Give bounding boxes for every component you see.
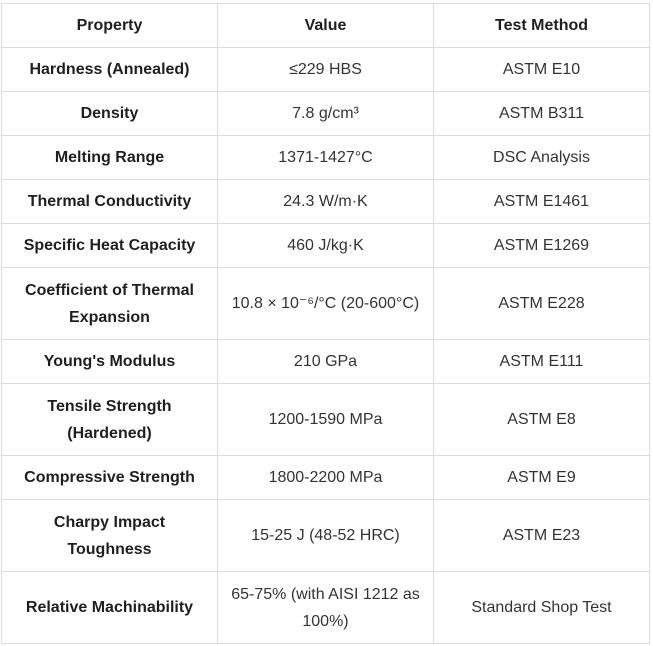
property-cell: Hardness (Annealed) [2, 48, 218, 92]
property-cell: Specific Heat Capacity [2, 224, 218, 268]
method-cell: Standard Shop Test [434, 572, 650, 644]
method-cell: ASTM E8 [434, 384, 650, 456]
method-cell: ASTM E1461 [434, 180, 650, 224]
table-row [2, 92, 650, 136]
method-cell: DSC Analysis [434, 136, 650, 180]
header-value: Value [218, 4, 434, 48]
table-row [2, 224, 650, 268]
table-row [2, 136, 650, 180]
value-cell: 460 J/kg·K [218, 224, 434, 268]
method-cell: ASTM E23 [434, 500, 650, 572]
table-row [2, 48, 650, 92]
value-cell: 15-25 J (48-52 HRC) [218, 500, 434, 572]
value-cell: 1200-1590 MPa [218, 384, 434, 456]
table-row [2, 456, 650, 500]
property-cell: Charpy Impact Toughness [2, 500, 218, 572]
value-cell: 65-75% (with AISI 1212 as 100%) [218, 572, 434, 644]
value-cell: 210 GPa [218, 340, 434, 384]
property-cell: Density [2, 92, 218, 136]
method-cell: ASTM B311 [434, 92, 650, 136]
property-cell: Coefficient of Thermal Expansion [2, 268, 218, 340]
table-header-row [2, 4, 650, 48]
property-cell: Melting Range [2, 136, 218, 180]
properties-table [1, 3, 650, 644]
header-property: Property [2, 4, 218, 48]
table-row [2, 268, 650, 340]
property-cell: Young's Modulus [2, 340, 218, 384]
header-test-method: Test Method [434, 4, 650, 48]
property-cell: Relative Machinability [2, 572, 218, 644]
method-cell: ASTM E111 [434, 340, 650, 384]
value-cell: 7.8 g/cm³ [218, 92, 434, 136]
method-cell: ASTM E9 [434, 456, 650, 500]
table-row [2, 340, 650, 384]
method-cell: ASTM E1269 [434, 224, 650, 268]
value-cell: 1800-2200 MPa [218, 456, 434, 500]
value-cell: 24.3 W/m·K [218, 180, 434, 224]
table-row [2, 572, 650, 644]
property-cell: Compressive Strength [2, 456, 218, 500]
table-row [2, 180, 650, 224]
method-cell: ASTM E10 [434, 48, 650, 92]
value-cell: 1371-1427°C [218, 136, 434, 180]
value-cell: 10.8 × 10⁻⁶/°C (20-600°C) [218, 268, 434, 340]
property-cell: Thermal Conductivity [2, 180, 218, 224]
method-cell: ASTM E228 [434, 268, 650, 340]
table-row [2, 384, 650, 456]
table-row [2, 500, 650, 572]
property-cell: Tensile Strength (Hardened) [2, 384, 218, 456]
value-cell: ≤229 HBS [218, 48, 434, 92]
